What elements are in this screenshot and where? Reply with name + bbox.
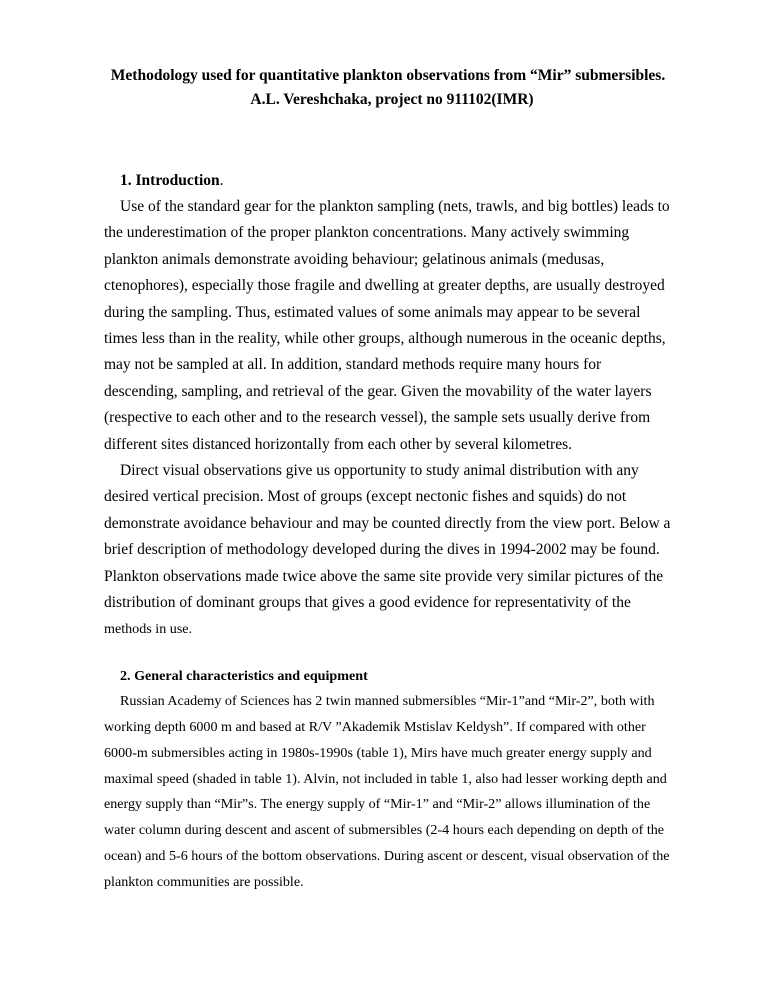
spacer: [104, 642, 672, 664]
heading-punct: .: [219, 172, 224, 189]
paragraph-equipment: Russian Academy of Sciences has 2 twin manned submersibles “Mir-1”and “Mir-2”, both with working depth 6000 m and based at R/V ”Akademik Mstislav Keldysh”. If compared with other 6000-m submersibles acting in 1980s-1990s (table 1), Mirs have much greater energy supply and maximal speed (shaded in table 1). Alvin, not included in table 1, also had lesser working depth and energy supply than “Mir”s. The energy supply of “Mir-1” and “Mir-2” allows illumination of the water column during descent and ascent of submersibles (2-4 hours each depending on depth of the ocean) and 5-6 hours of the bottom observations. During ascent or descent, visual observation of the plankton communities are possible.: [104, 693, 670, 890]
paragraph-introduction-tail: methods in use.: [104, 620, 193, 637]
paragraph-introduction-2: Direct visual observations give us opportunity to study animal distribution with any desired vertical precision. Most of groups (except nectonic fishes and squids) do not demonstrate avoidance behaviour and may be counted directly from the view port. Below a brief description of methodology developed during the dives in 1994-2002 may be found. Plankton observations made twice above the same site provide very similar pictures of the distribution of dominant groups that gives a good evidence for representativity of the: [104, 462, 671, 612]
author-line: A.L. Vereshchaka, project no 911102(IMR): [250, 91, 534, 108]
title-line: Methodology used for quantitative plankton observations from “Mir” submersibles.: [110, 67, 666, 84]
section-heading-introduction: [104, 168, 672, 194]
document-title: [104, 64, 672, 112]
section-heading-text: 1. Introduction: [120, 172, 220, 189]
spacer: [104, 112, 672, 168]
section-heading-equipment: 2. General characteristics and equipment: [120, 668, 368, 685]
paragraph-introduction-1: Use of the standard gear for the plankton sampling (nets, trawls, and big bottles) leads to the underestimation of the proper plankton concentrations. Many actively swimming plankton animals demonstrate avoiding behaviour; gelatinous animals (medusas, ctenophores), especially those fragile and dwelling at greater depths, are usually destroyed during the sampling. Thus, estimated values of some animals may appear to be several times less than in the reality, while other groups, although numerous in the oceanic depths, may not be sampled at all. In addition, standard methods require many hours for descending, sampling, and retrieval of the gear. Given the movability of the water layers (respective to each other and to the research vessel), the sample sets usually derive from different sites distanced horizontally from each other by several kilometres.: [104, 198, 670, 453]
document-page: [104, 64, 672, 896]
